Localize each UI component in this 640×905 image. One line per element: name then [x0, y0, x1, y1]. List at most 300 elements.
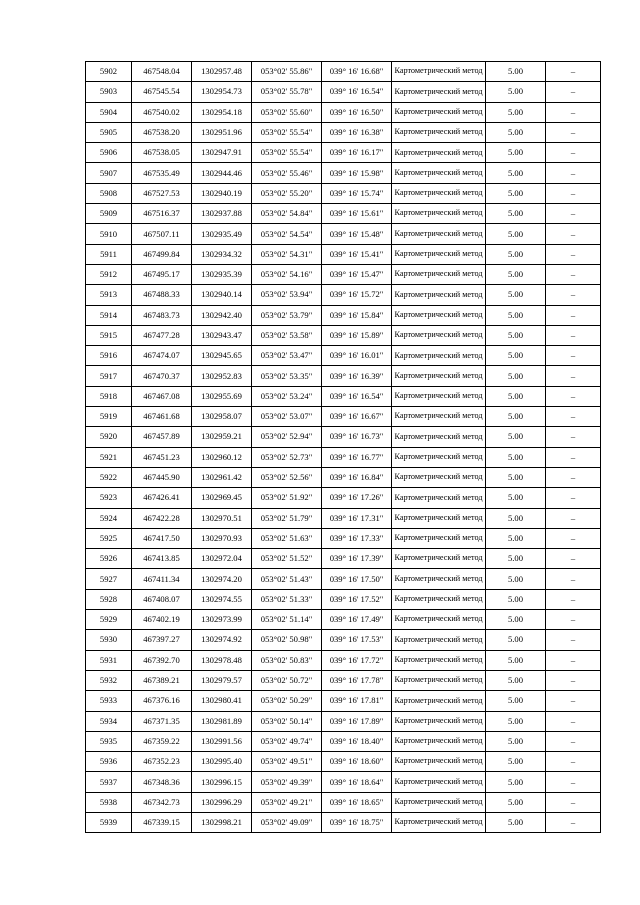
note-cell: – [546, 325, 601, 345]
table-row [86, 528, 601, 548]
y-coordinate-cell: 1302943.47 [192, 325, 252, 345]
x-coordinate-cell: 467538.20 [132, 122, 192, 142]
note-cell: – [546, 285, 601, 305]
method-cell: Картометрический метод [392, 204, 486, 224]
x-coordinate-cell: 467535.49 [132, 163, 192, 183]
point-number-cell: 5920 [86, 427, 132, 447]
latitude-cell: 053°02' 55.20" [252, 183, 322, 203]
accuracy-cell: 5.00 [486, 711, 546, 731]
table-row [86, 386, 601, 406]
accuracy-cell: 5.00 [486, 62, 546, 82]
latitude-cell: 053°02' 50.29" [252, 691, 322, 711]
x-coordinate-cell: 467342.73 [132, 792, 192, 812]
point-number-cell: 5909 [86, 204, 132, 224]
note-cell: – [546, 143, 601, 163]
x-coordinate-cell: 467470.37 [132, 366, 192, 386]
method-cell: Картометрический метод [392, 467, 486, 487]
note-cell: – [546, 792, 601, 812]
x-coordinate-cell: 467495.17 [132, 264, 192, 284]
longitude-cell: 039° 16' 18.75" [322, 812, 392, 832]
latitude-cell: 053°02' 55.60" [252, 102, 322, 122]
accuracy-cell: 5.00 [486, 589, 546, 609]
x-coordinate-cell: 467426.41 [132, 488, 192, 508]
table-row [86, 122, 601, 142]
x-coordinate-cell: 467540.02 [132, 102, 192, 122]
table-row [86, 772, 601, 792]
x-coordinate-cell: 467483.73 [132, 305, 192, 325]
longitude-cell: 039° 16' 16.84" [322, 467, 392, 487]
method-cell: Картометрический метод [392, 447, 486, 467]
y-coordinate-cell: 1302954.18 [192, 102, 252, 122]
method-cell: Картометрический метод [392, 143, 486, 163]
latitude-cell: 053°02' 51.14" [252, 610, 322, 630]
table-row [86, 630, 601, 650]
latitude-cell: 053°02' 53.79" [252, 305, 322, 325]
point-number-cell: 5912 [86, 264, 132, 284]
longitude-cell: 039° 16' 18.65" [322, 792, 392, 812]
table-row [86, 204, 601, 224]
method-cell: Картометрический метод [392, 569, 486, 589]
method-cell: Картометрический метод [392, 508, 486, 528]
method-cell: Картометрический метод [392, 427, 486, 447]
longitude-cell: 039° 16' 16.54" [322, 386, 392, 406]
x-coordinate-cell: 467389.21 [132, 670, 192, 690]
latitude-cell: 053°02' 52.56" [252, 467, 322, 487]
x-coordinate-cell: 467499.84 [132, 244, 192, 264]
longitude-cell: 039° 16' 18.64" [322, 772, 392, 792]
method-cell: Картометрический метод [392, 650, 486, 670]
accuracy-cell: 5.00 [486, 285, 546, 305]
longitude-cell: 039° 16' 17.26" [322, 488, 392, 508]
accuracy-cell: 5.00 [486, 82, 546, 102]
longitude-cell: 039° 16' 15.98" [322, 163, 392, 183]
note-cell: – [546, 589, 601, 609]
table-row [86, 82, 601, 102]
note-cell: – [546, 711, 601, 731]
table-row [86, 366, 601, 386]
note-cell: – [546, 264, 601, 284]
y-coordinate-cell: 1302940.19 [192, 183, 252, 203]
y-coordinate-cell: 1302970.93 [192, 528, 252, 548]
latitude-cell: 053°02' 52.73" [252, 447, 322, 467]
method-cell: Картометрический метод [392, 305, 486, 325]
latitude-cell: 053°02' 51.63" [252, 528, 322, 548]
table-row [86, 467, 601, 487]
method-cell: Картометрический метод [392, 366, 486, 386]
table-row [86, 731, 601, 751]
table-row [86, 549, 601, 569]
table-row [86, 183, 601, 203]
table-row [86, 691, 601, 711]
x-coordinate-cell: 467477.28 [132, 325, 192, 345]
y-coordinate-cell: 1302954.73 [192, 82, 252, 102]
longitude-cell: 039° 16' 16.68" [322, 62, 392, 82]
accuracy-cell: 5.00 [486, 630, 546, 650]
longitude-cell: 039° 16' 15.61" [322, 204, 392, 224]
accuracy-cell: 5.00 [486, 752, 546, 772]
x-coordinate-cell: 467545.54 [132, 82, 192, 102]
point-number-cell: 5932 [86, 670, 132, 690]
table-row [86, 488, 601, 508]
method-cell: Картометрический метод [392, 82, 486, 102]
method-cell: Картометрический метод [392, 102, 486, 122]
longitude-cell: 039° 16' 15.89" [322, 325, 392, 345]
table-row [86, 711, 601, 731]
y-coordinate-cell: 1302959.21 [192, 427, 252, 447]
method-cell: Картометрический метод [392, 325, 486, 345]
accuracy-cell: 5.00 [486, 488, 546, 508]
point-number-cell: 5926 [86, 549, 132, 569]
x-coordinate-cell: 467488.33 [132, 285, 192, 305]
table-body [86, 62, 601, 833]
note-cell: – [546, 569, 601, 589]
accuracy-cell: 5.00 [486, 467, 546, 487]
longitude-cell: 039° 16' 18.40" [322, 731, 392, 751]
latitude-cell: 053°02' 55.78" [252, 82, 322, 102]
y-coordinate-cell: 1302991.56 [192, 731, 252, 751]
point-number-cell: 5936 [86, 752, 132, 772]
point-number-cell: 5917 [86, 366, 132, 386]
latitude-cell: 053°02' 50.83" [252, 650, 322, 670]
accuracy-cell: 5.00 [486, 224, 546, 244]
table-row [86, 244, 601, 264]
accuracy-cell: 5.00 [486, 407, 546, 427]
point-number-cell: 5911 [86, 244, 132, 264]
x-coordinate-cell: 467451.23 [132, 447, 192, 467]
latitude-cell: 053°02' 49.21" [252, 792, 322, 812]
longitude-cell: 039° 16' 15.41" [322, 244, 392, 264]
accuracy-cell: 5.00 [486, 325, 546, 345]
latitude-cell: 053°02' 55.54" [252, 143, 322, 163]
accuracy-cell: 5.00 [486, 812, 546, 832]
y-coordinate-cell: 1302974.92 [192, 630, 252, 650]
longitude-cell: 039° 16' 15.48" [322, 224, 392, 244]
point-number-cell: 5923 [86, 488, 132, 508]
latitude-cell: 053°02' 55.46" [252, 163, 322, 183]
latitude-cell: 053°02' 54.84" [252, 204, 322, 224]
x-coordinate-cell: 467516.37 [132, 204, 192, 224]
accuracy-cell: 5.00 [486, 102, 546, 122]
latitude-cell: 053°02' 53.24" [252, 386, 322, 406]
table-row [86, 792, 601, 812]
method-cell: Картометрический метод [392, 224, 486, 244]
y-coordinate-cell: 1302958.07 [192, 407, 252, 427]
note-cell: – [546, 772, 601, 792]
table-row [86, 589, 601, 609]
accuracy-cell: 5.00 [486, 650, 546, 670]
y-coordinate-cell: 1302934.32 [192, 244, 252, 264]
x-coordinate-cell: 467376.16 [132, 691, 192, 711]
latitude-cell: 053°02' 49.39" [252, 772, 322, 792]
point-number-cell: 5930 [86, 630, 132, 650]
latitude-cell: 053°02' 55.86" [252, 62, 322, 82]
longitude-cell: 039° 16' 17.31" [322, 508, 392, 528]
y-coordinate-cell: 1302980.41 [192, 691, 252, 711]
latitude-cell: 053°02' 54.31" [252, 244, 322, 264]
latitude-cell: 053°02' 50.98" [252, 630, 322, 650]
table-row [86, 102, 601, 122]
table-row [86, 224, 601, 244]
table-row [86, 143, 601, 163]
x-coordinate-cell: 467527.53 [132, 183, 192, 203]
x-coordinate-cell: 467359.22 [132, 731, 192, 751]
y-coordinate-cell: 1302981.89 [192, 711, 252, 731]
method-cell: Картометрический метод [392, 772, 486, 792]
longitude-cell: 039° 16' 17.52" [322, 589, 392, 609]
accuracy-cell: 5.00 [486, 386, 546, 406]
x-coordinate-cell: 467392.70 [132, 650, 192, 670]
accuracy-cell: 5.00 [486, 772, 546, 792]
point-number-cell: 5918 [86, 386, 132, 406]
longitude-cell: 039° 16' 16.50" [322, 102, 392, 122]
point-number-cell: 5908 [86, 183, 132, 203]
note-cell: – [546, 366, 601, 386]
y-coordinate-cell: 1302940.14 [192, 285, 252, 305]
method-cell: Картометрический метод [392, 670, 486, 690]
method-cell: Картометрический метод [392, 244, 486, 264]
point-number-cell: 5939 [86, 812, 132, 832]
table-row [86, 325, 601, 345]
latitude-cell: 053°02' 51.33" [252, 589, 322, 609]
longitude-cell: 039° 16' 18.60" [322, 752, 392, 772]
note-cell: – [546, 244, 601, 264]
y-coordinate-cell: 1302961.42 [192, 467, 252, 487]
method-cell: Картометрический метод [392, 792, 486, 812]
x-coordinate-cell: 467371.35 [132, 711, 192, 731]
table-row [86, 752, 601, 772]
y-coordinate-cell: 1302979.57 [192, 670, 252, 690]
accuracy-cell: 5.00 [486, 691, 546, 711]
x-coordinate-cell: 467507.11 [132, 224, 192, 244]
method-cell: Картометрический метод [392, 691, 486, 711]
longitude-cell: 039° 16' 16.73" [322, 427, 392, 447]
y-coordinate-cell: 1302945.65 [192, 346, 252, 366]
latitude-cell: 053°02' 53.94" [252, 285, 322, 305]
table-row [86, 447, 601, 467]
accuracy-cell: 5.00 [486, 427, 546, 447]
note-cell: – [546, 731, 601, 751]
method-cell: Картометрический метод [392, 163, 486, 183]
x-coordinate-cell: 467457.89 [132, 427, 192, 447]
y-coordinate-cell: 1302974.20 [192, 569, 252, 589]
table-row [86, 650, 601, 670]
y-coordinate-cell: 1302935.49 [192, 224, 252, 244]
latitude-cell: 053°02' 54.54" [252, 224, 322, 244]
note-cell: – [546, 467, 601, 487]
method-cell: Картометрический метод [392, 630, 486, 650]
latitude-cell: 053°02' 49.74" [252, 731, 322, 751]
y-coordinate-cell: 1302937.88 [192, 204, 252, 224]
accuracy-cell: 5.00 [486, 670, 546, 690]
note-cell: – [546, 670, 601, 690]
x-coordinate-cell: 467474.07 [132, 346, 192, 366]
note-cell: – [546, 630, 601, 650]
accuracy-cell: 5.00 [486, 122, 546, 142]
point-number-cell: 5905 [86, 122, 132, 142]
y-coordinate-cell: 1302952.83 [192, 366, 252, 386]
y-coordinate-cell: 1302978.48 [192, 650, 252, 670]
accuracy-cell: 5.00 [486, 204, 546, 224]
note-cell: – [546, 508, 601, 528]
method-cell: Картометрический метод [392, 62, 486, 82]
longitude-cell: 039° 16' 16.39" [322, 366, 392, 386]
method-cell: Картометрический метод [392, 589, 486, 609]
note-cell: – [546, 102, 601, 122]
latitude-cell: 053°02' 52.94" [252, 427, 322, 447]
note-cell: – [546, 386, 601, 406]
x-coordinate-cell: 467413.85 [132, 549, 192, 569]
x-coordinate-cell: 467417.50 [132, 528, 192, 548]
table-row [86, 812, 601, 832]
method-cell: Картометрический метод [392, 264, 486, 284]
point-number-cell: 5922 [86, 467, 132, 487]
accuracy-cell: 5.00 [486, 183, 546, 203]
y-coordinate-cell: 1302955.69 [192, 386, 252, 406]
accuracy-cell: 5.00 [486, 528, 546, 548]
latitude-cell: 053°02' 50.72" [252, 670, 322, 690]
y-coordinate-cell: 1302974.55 [192, 589, 252, 609]
table-row [86, 305, 601, 325]
table-row [86, 407, 601, 427]
longitude-cell: 039° 16' 16.54" [322, 82, 392, 102]
method-cell: Картометрический метод [392, 610, 486, 630]
latitude-cell: 053°02' 54.16" [252, 264, 322, 284]
latitude-cell: 053°02' 50.14" [252, 711, 322, 731]
y-coordinate-cell: 1302960.12 [192, 447, 252, 467]
coordinates-table [85, 61, 601, 833]
x-coordinate-cell: 467411.34 [132, 569, 192, 589]
y-coordinate-cell: 1302942.40 [192, 305, 252, 325]
longitude-cell: 039° 16' 15.84" [322, 305, 392, 325]
method-cell: Картометрический метод [392, 731, 486, 751]
longitude-cell: 039° 16' 17.49" [322, 610, 392, 630]
x-coordinate-cell: 467339.15 [132, 812, 192, 832]
x-coordinate-cell: 467402.19 [132, 610, 192, 630]
note-cell: – [546, 812, 601, 832]
note-cell: – [546, 346, 601, 366]
y-coordinate-cell: 1302996.15 [192, 772, 252, 792]
point-number-cell: 5902 [86, 62, 132, 82]
note-cell: – [546, 305, 601, 325]
latitude-cell: 053°02' 51.79" [252, 508, 322, 528]
note-cell: – [546, 752, 601, 772]
latitude-cell: 053°02' 49.09" [252, 812, 322, 832]
note-cell: – [546, 62, 601, 82]
table-row [86, 508, 601, 528]
longitude-cell: 039° 16' 16.01" [322, 346, 392, 366]
note-cell: – [546, 82, 601, 102]
method-cell: Картометрический метод [392, 812, 486, 832]
latitude-cell: 053°02' 51.92" [252, 488, 322, 508]
note-cell: – [546, 488, 601, 508]
point-number-cell: 5924 [86, 508, 132, 528]
y-coordinate-cell: 1302957.48 [192, 62, 252, 82]
table-row [86, 285, 601, 305]
note-cell: – [546, 204, 601, 224]
point-number-cell: 5907 [86, 163, 132, 183]
accuracy-cell: 5.00 [486, 143, 546, 163]
point-number-cell: 5914 [86, 305, 132, 325]
x-coordinate-cell: 467548.04 [132, 62, 192, 82]
method-cell: Картометрический метод [392, 549, 486, 569]
y-coordinate-cell: 1302996.29 [192, 792, 252, 812]
table-row [86, 163, 601, 183]
note-cell: – [546, 610, 601, 630]
point-number-cell: 5931 [86, 650, 132, 670]
table-row [86, 670, 601, 690]
x-coordinate-cell: 467422.28 [132, 508, 192, 528]
point-number-cell: 5928 [86, 589, 132, 609]
longitude-cell: 039° 16' 17.89" [322, 711, 392, 731]
table-row [86, 264, 601, 284]
x-coordinate-cell: 467348.36 [132, 772, 192, 792]
latitude-cell: 053°02' 53.58" [252, 325, 322, 345]
note-cell: – [546, 549, 601, 569]
note-cell: – [546, 691, 601, 711]
method-cell: Картометрический метод [392, 407, 486, 427]
note-cell: – [546, 447, 601, 467]
latitude-cell: 053°02' 53.35" [252, 366, 322, 386]
longitude-cell: 039° 16' 16.17" [322, 143, 392, 163]
point-number-cell: 5925 [86, 528, 132, 548]
point-number-cell: 5906 [86, 143, 132, 163]
point-number-cell: 5933 [86, 691, 132, 711]
longitude-cell: 039° 16' 16.67" [322, 407, 392, 427]
point-number-cell: 5915 [86, 325, 132, 345]
accuracy-cell: 5.00 [486, 244, 546, 264]
accuracy-cell: 5.00 [486, 346, 546, 366]
method-cell: Картометрический метод [392, 346, 486, 366]
accuracy-cell: 5.00 [486, 549, 546, 569]
note-cell: – [546, 650, 601, 670]
latitude-cell: 053°02' 53.47" [252, 346, 322, 366]
method-cell: Картометрический метод [392, 711, 486, 731]
point-number-cell: 5904 [86, 102, 132, 122]
longitude-cell: 039° 16' 17.39" [322, 549, 392, 569]
note-cell: – [546, 183, 601, 203]
table-row [86, 427, 601, 447]
x-coordinate-cell: 467397.27 [132, 630, 192, 650]
y-coordinate-cell: 1302995.40 [192, 752, 252, 772]
longitude-cell: 039° 16' 15.72" [322, 285, 392, 305]
point-number-cell: 5903 [86, 82, 132, 102]
accuracy-cell: 5.00 [486, 731, 546, 751]
point-number-cell: 5929 [86, 610, 132, 630]
longitude-cell: 039° 16' 17.81" [322, 691, 392, 711]
x-coordinate-cell: 467538.05 [132, 143, 192, 163]
method-cell: Картометрический метод [392, 752, 486, 772]
table-row [86, 610, 601, 630]
longitude-cell: 039° 16' 17.50" [322, 569, 392, 589]
method-cell: Картометрический метод [392, 183, 486, 203]
latitude-cell: 053°02' 51.43" [252, 569, 322, 589]
method-cell: Картометрический метод [392, 122, 486, 142]
note-cell: – [546, 224, 601, 244]
longitude-cell: 039° 16' 15.74" [322, 183, 392, 203]
accuracy-cell: 5.00 [486, 264, 546, 284]
point-number-cell: 5913 [86, 285, 132, 305]
point-number-cell: 5935 [86, 731, 132, 751]
accuracy-cell: 5.00 [486, 163, 546, 183]
point-number-cell: 5921 [86, 447, 132, 467]
point-number-cell: 5934 [86, 711, 132, 731]
accuracy-cell: 5.00 [486, 569, 546, 589]
method-cell: Картометрический метод [392, 285, 486, 305]
method-cell: Картометрический метод [392, 528, 486, 548]
longitude-cell: 039° 16' 17.72" [322, 650, 392, 670]
accuracy-cell: 5.00 [486, 508, 546, 528]
table-row [86, 346, 601, 366]
